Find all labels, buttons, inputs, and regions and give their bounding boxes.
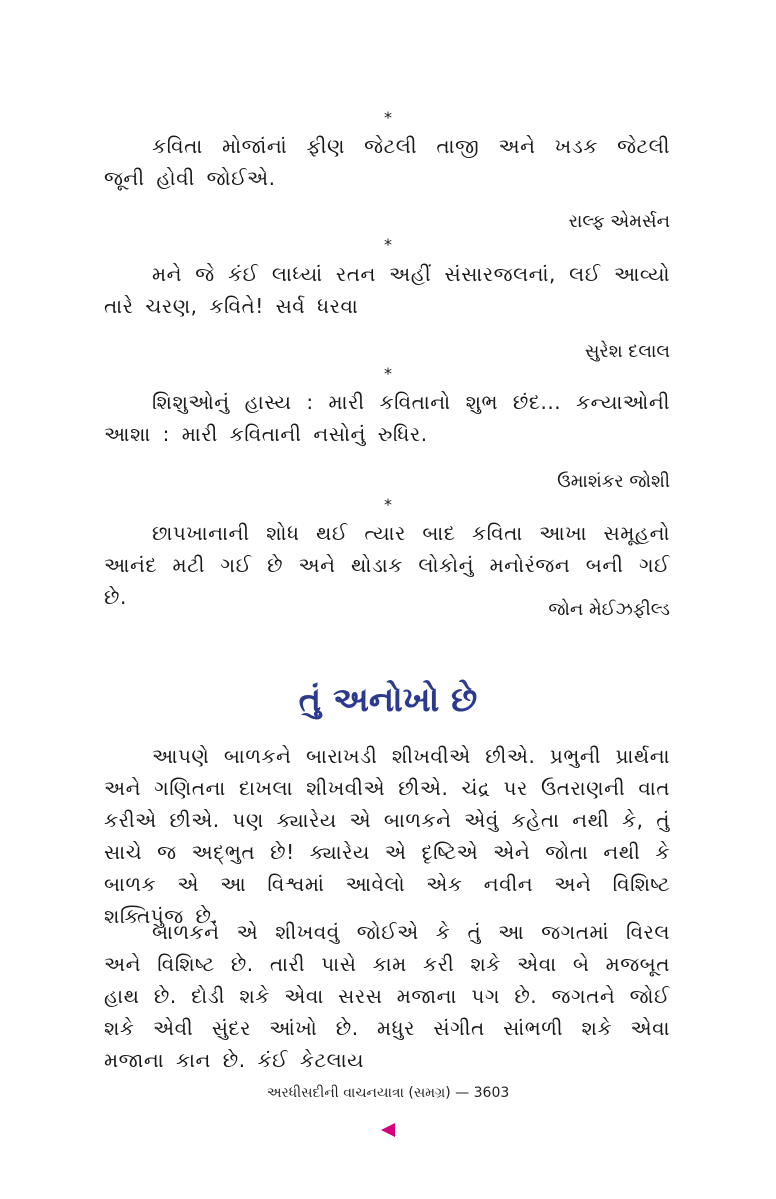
article-paragraph: બાળકને એ શીખવવું જોઈએ કે તું આ જગતમાં વિરલ અને વિશિષ્ટ છે. તારી પાસે કામ કરી શકે એવા બે મજબૂત હાથ છે. દોડી શકે એવા સરસ મજાના પગ છે. જગતને જોઈ શકે એવી સુંદર આંખો છે. મધુર સંગીત સાંભળી શકે એવા મજાના કાન છે. કંઈ કેટલાય — [104, 920, 670, 1072]
article-paragraph: આપણે બાળકને બારાખડી શીખવીએ છીએ. પ્રભુની પ્રાર્થના અને ગણિતના દાખલા શીખવીએ છીએ. ચંદ્ર પર ઉતરાણની વાત કરીએ છીએ. પણ ક્યારેય એ બાળકને એવું કહેતા નથી કે, તું સાચે જ અદ્ભુત છે! ક્યારેય એ દૃષ્ટિએ એને જોતા નથી કે બાળક એ આ વિશ્વમાં આવેલો એક નવીન અને વિશિષ્ટ શક્તિપુંજ છે. — [104, 744, 670, 928]
previous-page-triangle-icon[interactable] — [381, 1123, 395, 1137]
quote-text: કવિતા મોજાંનાં ફીણ જેટલી તાજી અને ખડક જેટલી જૂની હોવી જોઈએ. — [104, 134, 670, 190]
quote-author: રાલ્ફ એમર્સન — [568, 211, 670, 232]
quote-text: મને જે કંઈ લાધ્યાં રતન અહીં સંસારજલનાં, લઈ આવ્યો તારે ચરણ, કવિતે! સર્વ ધરવા — [104, 262, 670, 318]
quote-author: જોન મેઈઝફીલ્ડ — [548, 599, 670, 620]
quote-text: છાપખાનાની શોધ થઈ ત્યાર બાદ કવિતા આખા સમૂહનો આનંદ મટી ગઈ છે અને થોડાક લોકોનું મનોરંજન બની ગઈ છે. — [104, 521, 670, 609]
quote-separator: * — [384, 108, 392, 127]
quote-author: સુરેશ દલાલ — [584, 341, 670, 362]
article-title: તું અનોખો છે — [298, 680, 478, 720]
quote-separator: * — [384, 235, 392, 254]
quote-author: ઉમાશંકર જોશી — [557, 471, 670, 492]
quote-separator: * — [384, 364, 392, 383]
page-footer: અરધીસદીની વાચનયાત્રા (સમગ્ર) — 3603 — [266, 1085, 510, 1101]
quote-text: શિશુઓનું હાસ્ય : મારી કવિતાનો શુભ છંદ... કન્યાઓની આશા : મારી કવિતાની નસોનું રુધિર. — [104, 390, 670, 446]
quote-separator: * — [384, 495, 392, 514]
